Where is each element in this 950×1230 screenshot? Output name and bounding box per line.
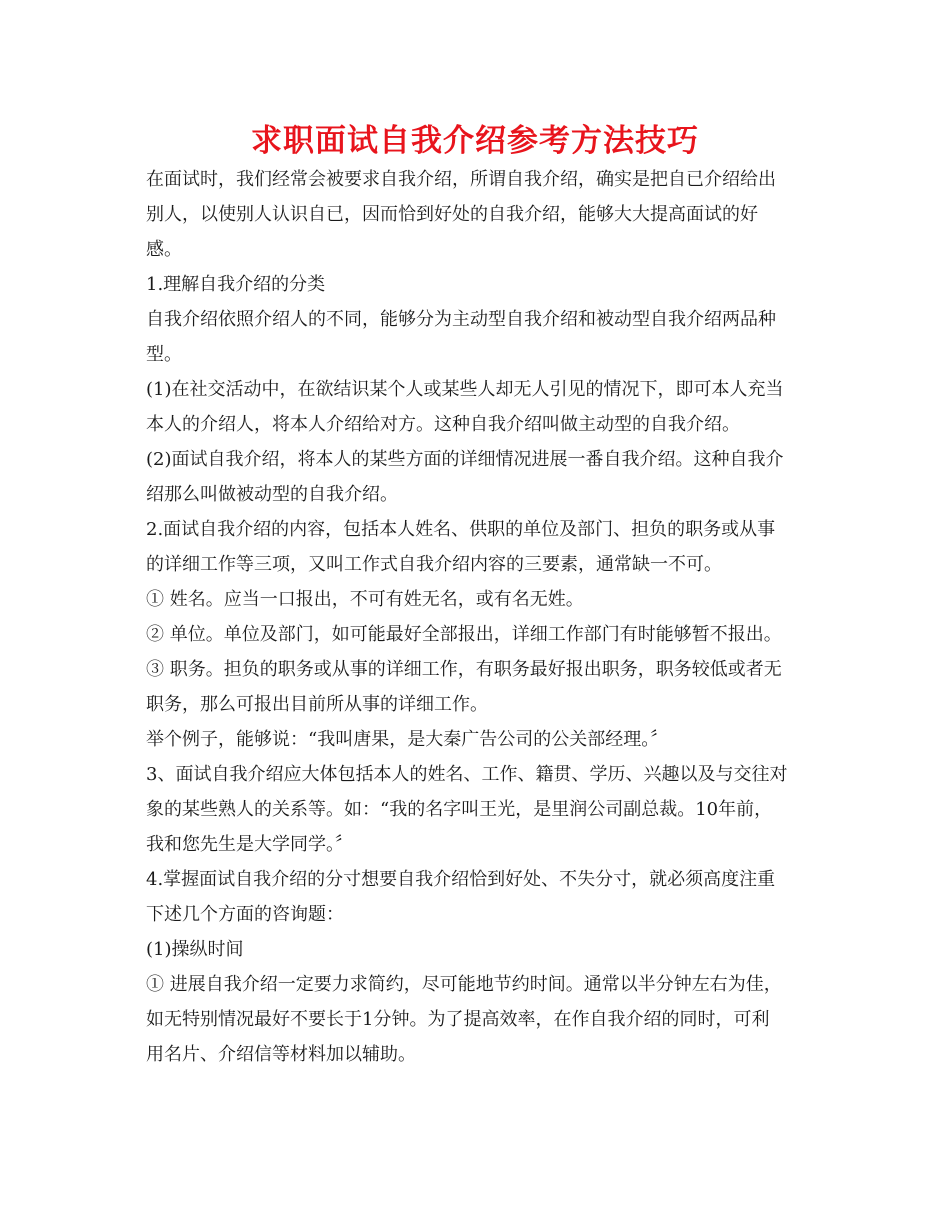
text-line: ③ 职务。担负的职务或从事的详细工作，有职务最好报出职务，职务较低或者无 — [146, 659, 782, 680]
text-line: 的详细工作等三项，又叫工作式自我介绍内容的三要素，通常缺一不可。 — [146, 554, 722, 575]
document-body — [146, 162, 810, 1072]
text-line: ① 姓名。应当一口报出，不可有姓无名，或有名无姓。 — [146, 589, 584, 610]
text-line: 3、面试自我介绍应大体包括本人的姓名、工作、籍贯、学历、兴趣以及与交往对 — [146, 764, 788, 785]
text-line: (1)操纵时间 — [146, 939, 244, 960]
text-line: 用名片、介绍信等材料加以辅助。 — [146, 1044, 416, 1065]
text-line: 职务，那么可报出目前所从事的详细工作。 — [146, 694, 488, 715]
text-line: 下述几个方面的咨询题： — [146, 904, 344, 925]
text-line: 感。 — [146, 239, 182, 260]
text-line: ① 进展自我介绍一定要力求简约，尽可能地节约时间。通常以半分钟左右为佳， — [146, 974, 782, 995]
text-line: 4.掌握面试自我介绍的分寸想要自我介绍恰到好处、不失分寸，就必须高度注重 — [146, 869, 776, 890]
text-line: 在面试时，我们经常会被要求自我介绍，所谓自我介绍，确实是把自已介绍给出 — [146, 169, 776, 190]
text-line: 本人的介绍人，将本人介绍给对方。这种自我介绍叫做主动型的自我介绍。 — [146, 414, 740, 435]
text-line: 2.面试自我介绍的内容，包括本人姓名、供职的单位及部门、担负的职务或从事 — [146, 519, 776, 540]
text-line: 绍那么叫做被动型的自我介绍。 — [146, 484, 398, 505]
text-line: 举个例子，能够说：“我叫唐果，是大秦广告公司的公关部经理。〞 — [146, 729, 669, 750]
text-line: 别人，以使别人认识自已，因而恰到好处的自我介绍，能够大大提高面试的好 — [146, 204, 758, 225]
text-line: 象的某些熟人的关系等。如：“我的名字叫王光，是里润公司副总裁。10年前， — [146, 799, 773, 820]
text-line: ② 单位。单位及部门，如可能最好全部报出，详细工作部门有时能够暂不报出。 — [146, 624, 782, 645]
text-line: 自我介绍依照介绍人的不同，能够分为主动型自我介绍和被动型自我介绍两品种 — [146, 309, 776, 330]
text-line: (2)面试自我介绍，将本人的某些方面的详细情况进展一番自我介绍。这种自我介 — [146, 449, 784, 470]
text-line: (1)在社交活动中，在欲结识某个人或某些人却无人引见的情况下，即可本人充当 — [146, 379, 784, 400]
document-title: 求职面试自我介绍参考方法技巧 — [251, 123, 699, 159]
text-line: 如无特别情况最好不要长于1分钟。为了提高效率，在作自我介绍的同时，可利 — [146, 1009, 770, 1030]
text-line: 1.理解自我介绍的分类 — [146, 274, 326, 295]
text-line: 型。 — [146, 344, 182, 365]
text-line: 我和您先生是大学同学。〞 — [146, 834, 353, 855]
